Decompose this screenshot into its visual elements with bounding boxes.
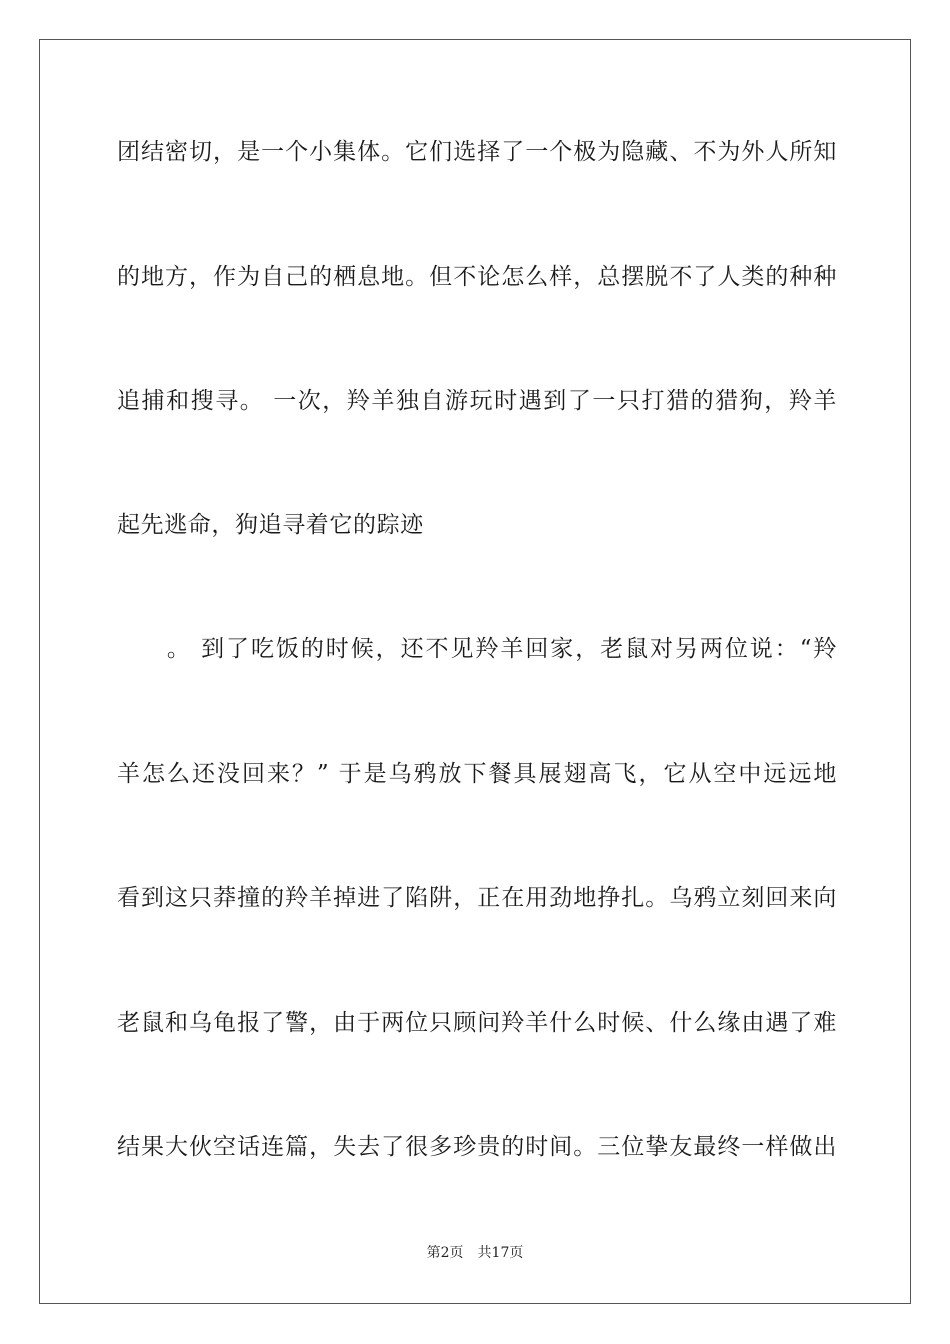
body-line-8: 老鼠和乌龟报了警，由于两位只顾问羚羊什么时候、什么缘由遇了难 (117, 1010, 837, 1036)
body-line-9: 结果大伙空话连篇，失去了很多珍贵的时间。三位挚友最终一样做出 (117, 1134, 837, 1160)
page-border (39, 39, 911, 1304)
body-line-1: 团结密切，是一个小集体。它们选择了一个极为隐藏、不为外人所知 (117, 139, 837, 165)
body-line-6: 羊怎么还没回来？” 于是乌鸦放下餐具展翅高飞，它从空中远远地 (117, 761, 837, 787)
page-total: 共17页 (477, 1245, 524, 1261)
page-number: 第2页 (426, 1245, 464, 1261)
body-line-7: 看到这只莽撞的羚羊掉进了陷阱，正在用劲地挣扎。乌鸦立刻回来向 (117, 885, 837, 911)
page-footer (0, 1244, 950, 1262)
body-line-3: 追捕和搜寻。 一次，羚羊独自游玩时遇到了一只打猎的猎狗，羚羊 (117, 388, 837, 414)
body-line-5: 。 到了吃饭的时候，还不见羚羊回家，老鼠对另两位说：“羚 (117, 636, 837, 662)
body-line-4: 起先逃命，狗追寻着它的踪迹 (117, 512, 424, 538)
body-line-2: 的地方，作为自己的栖息地。但不论怎么样，总摆脱不了人类的种种 (117, 264, 837, 290)
